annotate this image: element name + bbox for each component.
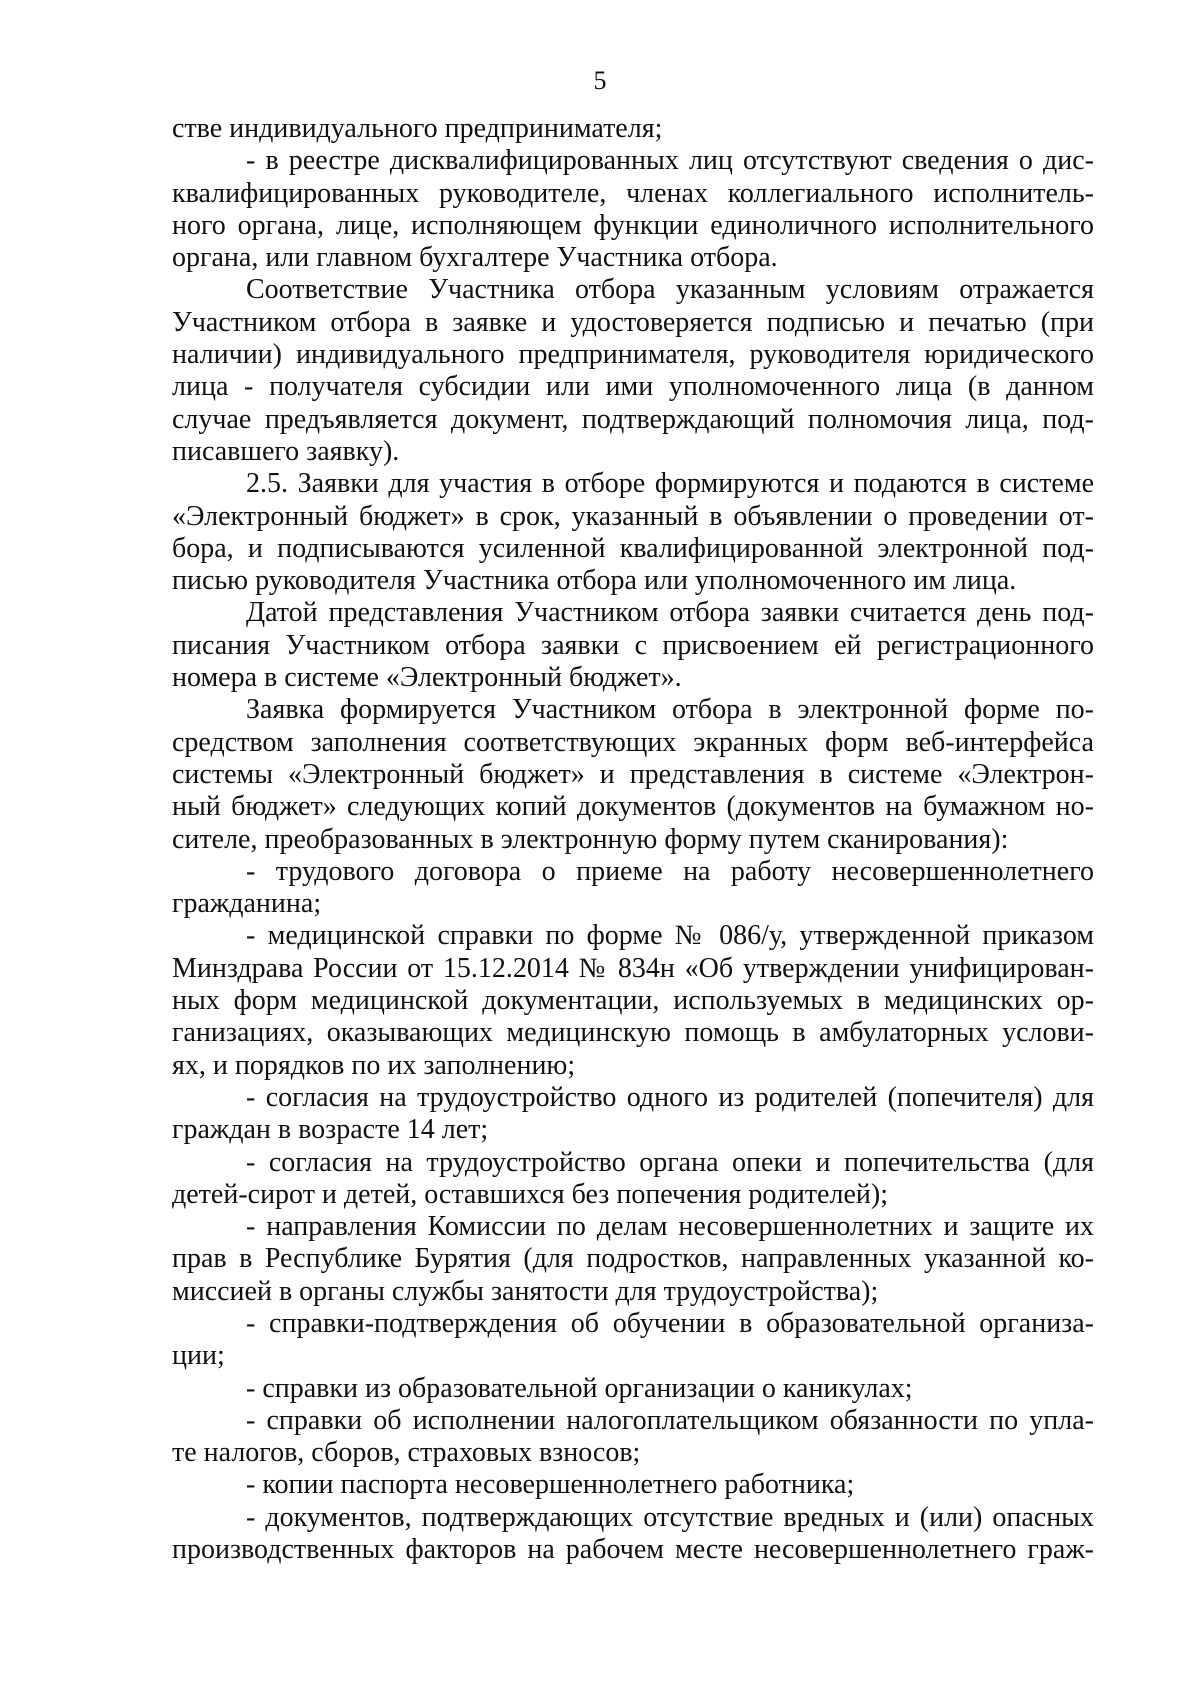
text-line: Участником отбора в заявке и удостоверяется подписью и печатью (при: [172, 306, 1094, 338]
text-line: граждан в возрасте 14 лет;: [172, 1114, 489, 1146]
text-line: «Электронный бюджет» в срок, указанный в объявлении о проведении от-: [172, 500, 1094, 532]
text-line: Заявка формируется Участником отбора в электронной форме по-: [246, 694, 1094, 726]
text-line: ного органа, лице, исполняющем функции единоличного исполнительного: [172, 209, 1094, 241]
text-line: 2.5. Заявки для участия в отборе формируются и подаются в системе: [246, 468, 1094, 500]
text-line: лица - получателя субсидии или ими уполномоченного лица (в данном: [172, 371, 1094, 403]
text-line: - в реестре дисквалифицированных лиц отсутствуют сведения о дис-: [246, 145, 1094, 177]
text-line: системы «Электронный бюджет» и представления в системе «Электрон-: [172, 758, 1094, 790]
text-line: ганизациях, оказывающих медицинскую помощь в амбулаторных услови-: [172, 1017, 1094, 1049]
text-line: гражданина;: [172, 888, 322, 920]
page-number: 5: [593, 66, 607, 95]
text-line: - направления Комиссии по делам несовершеннолетних и защите их: [246, 1211, 1094, 1243]
text-line: - справки-подтверждения об обучении в образовательной организа-: [246, 1307, 1094, 1339]
text-line: прав в Республике Бурятия (для подростков, направленных указанной ко-: [172, 1243, 1094, 1275]
text-line: сителе, преобразованных в электронную форму путем сканирования):: [172, 823, 1009, 855]
text-line: Соответствие Участника отбора указанным условиям отражается: [246, 274, 1094, 306]
text-line: Минздрава России от 15.12.2014 № 834н «Об утверждении унифицирован-: [172, 952, 1094, 984]
text-line: миссией в органы службы занятости для трудоустройства);: [172, 1275, 879, 1307]
text-line: ях, и порядков по их заполнению;: [172, 1049, 576, 1081]
text-line: - копии паспорта несовершеннолетнего работника;: [246, 1469, 855, 1501]
text-line: те налогов, сборов, страховых взносов;: [172, 1437, 641, 1469]
text-line: детей-сирот и детей, оставшихся без попечения родителей);: [172, 1178, 888, 1210]
text-line: случае предъявляется документ, подтверждающий полномочия лица, под-: [172, 403, 1094, 435]
text-line: производственных факторов на рабочем месте несовершеннолетнего граж-: [172, 1534, 1094, 1566]
text-line: стве индивидуального предпринимателя;: [172, 113, 663, 144]
text-line: квалифицированных руководителе, членах коллегиального исполнитель-: [172, 177, 1094, 209]
text-line: - документов, подтверждающих отсутствие вредных и (или) опасных: [246, 1501, 1094, 1533]
text-line: наличии) индивидуального предпринимателя, руководителя юридического: [172, 339, 1094, 371]
text-line: - согласия на трудоустройство органа опеки и попечительства (для: [246, 1146, 1094, 1178]
text-line: - справки из образовательной организации о каникулах;: [246, 1372, 913, 1404]
text-line: - согласия на трудоустройство одного из родителей (попечителя) для: [246, 1081, 1094, 1113]
text-line: номера в системе «Электронный бюджет».: [172, 662, 682, 694]
text-line: писавшего заявку).: [172, 435, 400, 467]
text-line: бора, и подписываются усиленной квалифицированной электронной под-: [172, 532, 1094, 564]
text-line: ный бюджет» следующих копий документов (документов на бумажном но-: [172, 791, 1094, 823]
text-line: ции;: [172, 1340, 225, 1372]
text-line: - медицинской справки по форме № 086/у, утвержденной приказом: [246, 920, 1094, 952]
body-text: [172, 113, 1094, 1566]
text-line: писания Участником отбора заявки с присвоением ей регистрационного: [172, 629, 1094, 661]
text-line: органа, или главном бухгалтере Участника отбора.: [172, 242, 778, 274]
text-line: - справки об исполнении налогоплательщиком обязанности по упла-: [246, 1404, 1094, 1436]
text-line: Датой представления Участником отбора заявки считается день под-: [246, 597, 1094, 629]
text-line: ных форм медицинской документации, используемых в медицинских ор-: [172, 985, 1094, 1017]
text-line: писью руководителя Участника отбора или уполномоченного им лица.: [172, 565, 1017, 597]
text-line: средством заполнения соответствующих экранных форм веб-интерфейса: [172, 726, 1094, 758]
text-line: - трудового договора о приеме на работу несовершеннолетнего: [246, 855, 1094, 887]
